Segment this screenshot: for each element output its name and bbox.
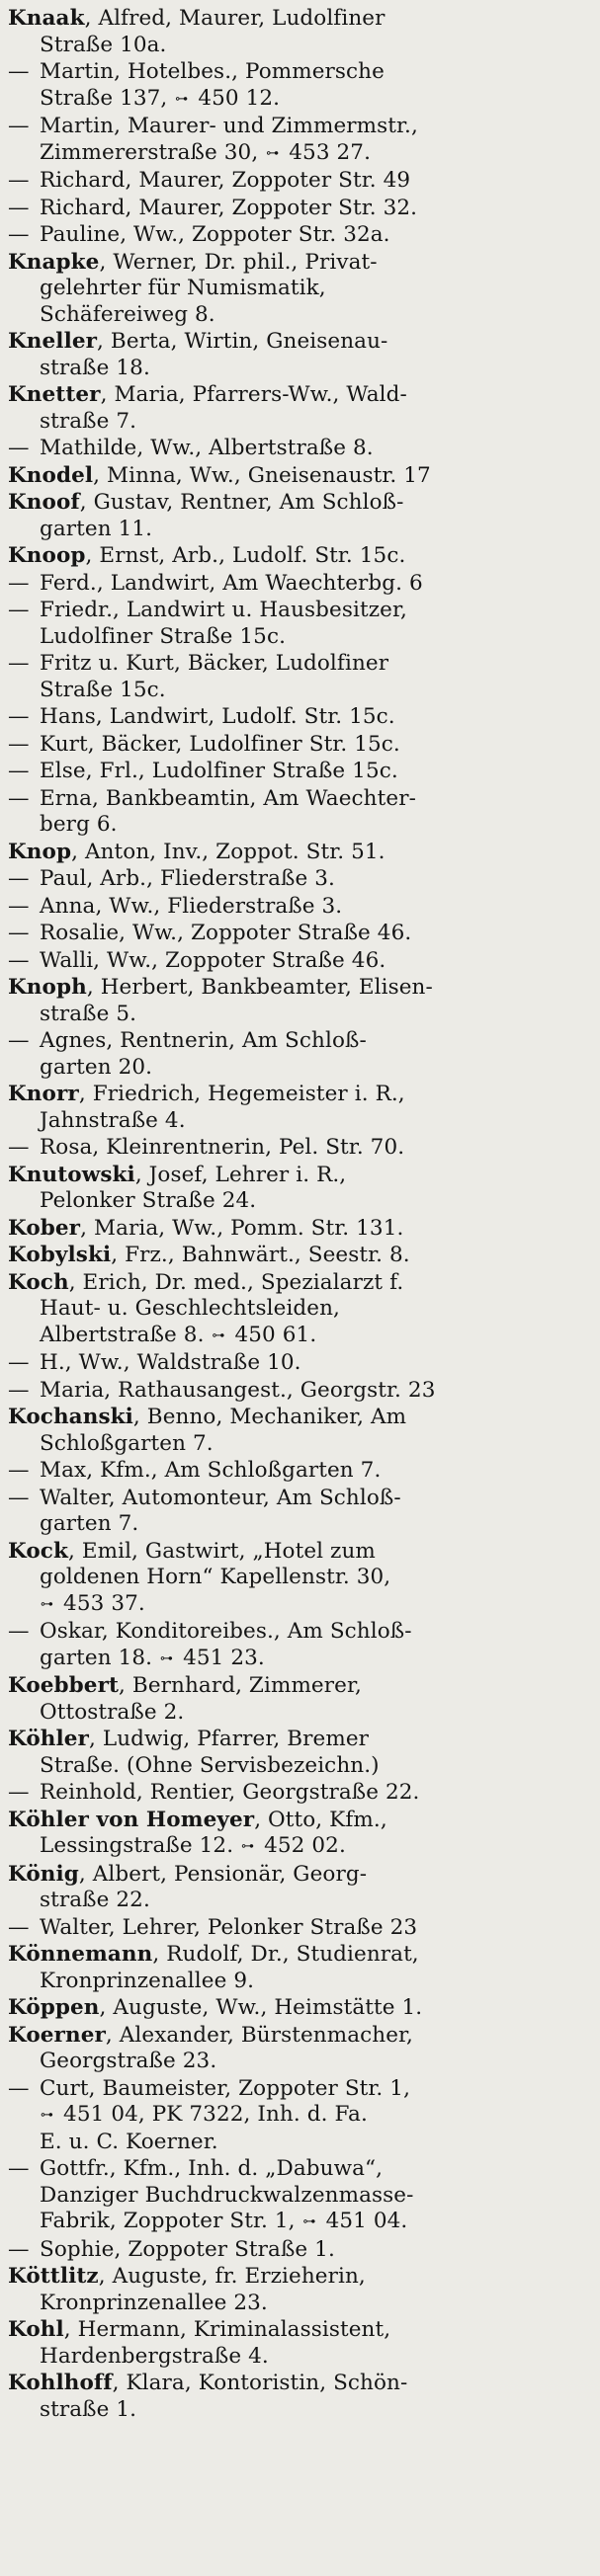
telephone-icon: ⊶	[41, 2108, 54, 2123]
directory-entry	[8, 168, 588, 195]
entry-first-line: Knoop, Ernst, Arb., Ludolf. Str. 15c.	[8, 543, 406, 568]
directory-entry	[8, 2023, 588, 2075]
ditto-dash: —	[8, 195, 30, 220]
ditto-dash: —	[8, 1458, 30, 1483]
entry-first-line: — Rosa, Kleinrentnerin, Pel. Str. 70.	[8, 1135, 405, 1160]
entry-continuation-line: straße 7.	[40, 408, 137, 434]
telephone-icon: ⊶	[266, 145, 280, 161]
entry-first-line: — Curt, Baumeister, Zoppoter Str. 1,	[8, 2075, 411, 2101]
entry-continuation-line: Hardenbergstraße 4.	[40, 2343, 269, 2369]
ditto-dash: —	[8, 1780, 30, 1805]
telephone-icon: ⊶	[212, 1328, 225, 1343]
ditto-dash: —	[8, 866, 30, 891]
entry-continuation-line: Albertstraße 8. ⊶ 450 61.	[8, 1323, 588, 1350]
directory-entry	[8, 1780, 588, 1807]
entry-continuation-line: ⊶ 451 04, PK 7322, Inh. d. Fa.	[8, 2102, 588, 2130]
entry-continuation-line: Danziger Buchdruckwalzenmasse-	[40, 2182, 414, 2208]
ditto-dash: —	[8, 222, 30, 247]
entry-first-line: — Anna, Ww., Fliederstraße 3.	[8, 893, 343, 919]
entry-first-line: Knetter, Maria, Pfarrers-Ww., Wald-	[8, 382, 407, 407]
directory-entry	[8, 59, 588, 113]
entry-first-line: Knoph, Herbert, Bankbeamter, Elisen-	[8, 975, 433, 1000]
entry-continuation-line: Straße. (Ohne Servisbezeichn.)	[40, 1752, 380, 1778]
surname: Köhler von Homeyer	[8, 1807, 255, 1832]
surname: Knaak	[8, 6, 85, 31]
directory-entry	[8, 866, 588, 893]
entry-first-line: — Sophie, Zoppoter Straße 1.	[8, 2236, 335, 2262]
surname: König	[8, 1861, 79, 1887]
directory-entry	[8, 1539, 588, 1619]
entry-continuation-line: Straße 137, ⊶ 450 12.	[8, 86, 588, 114]
directory-entry	[8, 2317, 588, 2370]
entry-first-line: — Richard, Maurer, Zoppoter Str. 32.	[8, 195, 418, 220]
ditto-dash: —	[8, 1135, 30, 1160]
surname: Knetter	[8, 382, 101, 407]
surname: Könnemann	[8, 1942, 153, 1967]
ditto-dash: —	[8, 731, 30, 757]
surname: Köttlitz	[8, 2264, 99, 2289]
entry-continuation-line: ⊶ 453 37.	[8, 1591, 588, 1619]
entry-continuation-line: straße 22.	[40, 1888, 150, 1912]
directory-entry	[8, 704, 588, 731]
ditto-dash: —	[8, 570, 30, 596]
directory-entry	[8, 975, 588, 1027]
ditto-dash: —	[8, 785, 30, 811]
directory-entry	[8, 786, 588, 839]
entry-continuation-line: straße 18.	[40, 355, 150, 380]
entry-first-line: — Friedr., Landwirt u. Hausbesitzer,	[8, 598, 407, 622]
directory-entry	[8, 1915, 588, 1942]
entry-first-line: Koch, Erich, Dr. med., Spezialarzt f.	[8, 1269, 404, 1295]
entry-continuation-line: garten 20.	[40, 1054, 153, 1080]
entry-first-line: — Ferd., Landwirt, Am Waechterbg. 6	[8, 570, 423, 596]
entry-first-line: Kohl, Hermann, Kriminalassistent,	[8, 2317, 391, 2342]
telephone-icon: ⊶	[175, 91, 189, 107]
directory-entry	[8, 1378, 588, 1405]
entry-continuation-line: garten 11.	[40, 516, 153, 541]
entry-continuation-line: Fabrik, Zoppoter Str. 1, ⊶ 451 04.	[8, 2209, 588, 2236]
entry-first-line: — Hans, Landwirt, Ludolf. Str. 15c.	[8, 704, 395, 729]
directory-entry	[8, 1995, 588, 2022]
entry-first-line: Koebbert, Bernhard, Zimmerer,	[8, 1673, 362, 1698]
entry-continuation-line: Zimmererstraße 30, ⊶ 453 27.	[8, 140, 588, 168]
directory-entry	[8, 1270, 588, 1350]
entry-first-line: — Max, Kfm., Am Schloßgarten 7.	[8, 1458, 382, 1483]
surname: Koebbert	[8, 1673, 120, 1698]
ditto-dash: —	[8, 1350, 30, 1375]
directory-entry	[8, 1486, 588, 1538]
entry-list	[8, 6, 588, 2423]
ditto-dash: —	[8, 436, 30, 460]
entry-first-line: Knapke, Werner, Dr. phil., Privat-	[8, 249, 378, 275]
directory-entry	[8, 598, 588, 650]
directory-entry	[8, 1082, 588, 1134]
entry-first-line: — Oskar, Konditoreibes., Am Schloß-	[8, 1619, 412, 1644]
entry-continuation-line: Lessingstraße 12. ⊶ 452 02.	[8, 1833, 588, 1861]
ditto-dash: —	[8, 1028, 30, 1053]
directory-entry	[8, 840, 588, 866]
ditto-dash: —	[8, 1377, 30, 1403]
entry-first-line: Koerner, Alexander, Bürstenmacher,	[8, 2022, 413, 2048]
entry-continuation-line: Straße 10a.	[40, 32, 167, 57]
surname: Kock	[8, 1538, 68, 1564]
entry-first-line: Köttlitz, Auguste, fr. Erzieherin,	[8, 2264, 366, 2289]
ditto-dash: —	[8, 759, 30, 783]
directory-entry	[8, 329, 588, 381]
entry-first-line: Knoof, Gustav, Rentner, Am Schloß-	[8, 490, 404, 515]
entry-first-line: Kober, Maria, Ww., Pomm. Str. 131.	[8, 1215, 404, 1241]
ditto-dash: —	[8, 168, 30, 193]
directory-entry	[8, 2237, 588, 2264]
directory-entry	[8, 222, 588, 249]
entry-first-line: — Paul, Arb., Fliederstraße 3.	[8, 866, 335, 891]
entry-continuation-line: Schäfereiweg 8.	[40, 301, 215, 327]
entry-continuation-line: straße 1.	[40, 2396, 137, 2422]
entry-first-line: König, Albert, Pensionär, Georg-	[8, 1861, 368, 1887]
surname: Knorr	[8, 1082, 79, 1106]
entry-first-line: Köhler, Ludwig, Pfarrer, Bremer	[8, 1727, 370, 1751]
entry-first-line: — Erna, Bankbeamtin, Am Waechter-	[8, 785, 416, 811]
directory-entry	[8, 894, 588, 921]
directory-entry	[8, 1405, 588, 1457]
entry-continuation-line: berg 6.	[40, 812, 118, 837]
entry-first-line: — Kurt, Bäcker, Ludolfiner Str. 15c.	[8, 731, 400, 757]
directory-entry	[8, 1216, 588, 1243]
telephone-icon: ⊶	[41, 1596, 54, 1612]
entry-continuation-line: garten 18. ⊶ 451 23.	[8, 1646, 588, 1673]
entry-first-line: — Maria, Rathausangest., Georgstr. 23	[8, 1377, 436, 1403]
directory-entry	[8, 382, 588, 435]
entry-first-line: — Walter, Lehrer, Pelonker Straße 23	[8, 1914, 418, 1940]
telephone-icon: ⊶	[160, 1650, 174, 1666]
directory-entry	[8, 948, 588, 975]
directory-entry	[8, 250, 588, 329]
ditto-dash: —	[8, 598, 30, 622]
directory-entry	[8, 490, 588, 542]
ditto-dash: —	[8, 2075, 30, 2101]
entry-first-line: — Agnes, Rentnerin, Am Schloß-	[8, 1028, 367, 1053]
entry-first-line: Knop, Anton, Inv., Zoppot. Str. 51.	[8, 839, 386, 864]
entry-first-line: — Reinhold, Rentier, Georgstraße 22.	[8, 1780, 420, 1805]
ditto-dash: —	[8, 1914, 30, 1940]
directory-entry	[8, 2264, 588, 2316]
entry-continuation-line: straße 5.	[40, 1001, 137, 1026]
surname: Kochanski	[8, 1405, 133, 1429]
directory-entry	[8, 732, 588, 759]
entry-first-line: — Rosalie, Ww., Zoppoter Straße 46.	[8, 921, 412, 945]
entry-first-line: — Walter, Automonteur, Am Schloß-	[8, 1485, 401, 1510]
entry-continuation-line: Haut- u. Geschlechtsleiden,	[40, 1296, 340, 1321]
entry-first-line: Knaak, Alfred, Maurer, Ludolfiner	[8, 6, 386, 31]
entry-continuation-line: Kronprinzenallee 9.	[40, 1968, 255, 1993]
ditto-dash: —	[8, 2156, 30, 2181]
directory-entry	[8, 1727, 588, 1779]
surname: Köhler	[8, 1727, 89, 1751]
directory-entry	[8, 1163, 588, 1215]
entry-first-line: Kock, Emil, Gastwirt, „Hotel zum	[8, 1538, 376, 1564]
directory-entry	[8, 759, 588, 785]
entry-continuation-line: Georgstraße 23.	[40, 2049, 217, 2073]
ditto-dash: —	[8, 59, 30, 84]
surname: Kneller	[8, 329, 98, 354]
surname: Knoop	[8, 543, 86, 568]
surname: Knapke	[8, 249, 100, 275]
directory-entry	[8, 1028, 588, 1081]
telephone-icon: ⊶	[302, 2214, 316, 2229]
entry-continuation-line: Straße 15c.	[40, 677, 166, 702]
ditto-dash: —	[8, 1619, 30, 1644]
directory-entry	[8, 1862, 588, 1914]
telephone-icon: ⊶	[241, 1839, 255, 1854]
entry-continuation-line: garten 7.	[40, 1511, 139, 1536]
ditto-dash: —	[8, 893, 30, 919]
entry-first-line: — Walli, Ww., Zoppoter Straße 46.	[8, 947, 386, 973]
entry-first-line: Könnemann, Rudolf, Dr., Studienrat,	[8, 1942, 419, 1967]
surname: Köppen	[8, 1995, 100, 2020]
entry-first-line: Kneller, Berta, Wirtin, Gneisenau-	[8, 329, 388, 354]
directory-entry	[8, 651, 588, 703]
surname: Knutowski	[8, 1162, 135, 1187]
ditto-dash: —	[8, 2236, 30, 2262]
surname: Knoof	[8, 490, 80, 515]
entry-continuation-line: Kronprinzenallee 23.	[40, 2290, 268, 2315]
entry-continuation-line: Pelonker Straße 24.	[40, 1188, 257, 1213]
surname: Kohl	[8, 2317, 64, 2342]
entry-first-line: Kobylski, Frz., Bahnwärt., Seestr. 8.	[8, 1243, 410, 1267]
surname: Koch	[8, 1269, 69, 1295]
surname: Knoph	[8, 975, 87, 1000]
entry-continuation-line: gelehrter für Numismatik,	[40, 276, 326, 300]
directory-entry	[8, 1243, 588, 1269]
directory-entry	[8, 2156, 588, 2236]
entry-first-line: — Fritz u. Kurt, Bäcker, Ludolfiner	[8, 651, 389, 676]
ditto-dash: —	[8, 947, 30, 973]
directory-entry	[8, 2076, 588, 2156]
entry-continuation-line: Ottostraße 2.	[40, 1699, 185, 1725]
surname: Kobylski	[8, 1243, 112, 1267]
ditto-dash: —	[8, 921, 30, 945]
entry-first-line: — Richard, Maurer, Zoppoter Str. 49	[8, 168, 411, 193]
surname: Knodel	[8, 462, 94, 488]
directory-entry	[8, 196, 588, 222]
entry-first-line: — Else, Frl., Ludolfiner Straße 15c.	[8, 759, 398, 783]
entry-continuation-line: Ludolfiner Straße 15c.	[40, 623, 287, 649]
directory-entry	[8, 463, 588, 490]
directory-entry	[8, 1135, 588, 1162]
entry-first-line: — H., Ww., Waldstraße 10.	[8, 1350, 301, 1375]
directory-entry	[8, 571, 588, 598]
directory-entry	[8, 1942, 588, 1994]
surname: Koerner	[8, 2022, 106, 2048]
entry-first-line: — Martin, Hotelbes., Pommersche	[8, 59, 385, 84]
ditto-dash: —	[8, 1485, 30, 1510]
entry-continuation-line: Jahnstraße 4.	[40, 1107, 186, 1133]
surname: Kohlhoff	[8, 2371, 113, 2395]
directory-entry	[8, 2371, 588, 2423]
ditto-dash: —	[8, 651, 30, 676]
entry-continuation-line: Schloßgarten 7.	[40, 1430, 214, 1456]
entry-first-line: Knorr, Friedrich, Hegemeister i. R.,	[8, 1082, 405, 1106]
entry-continuation-line: E. u. C. Koerner.	[40, 2129, 218, 2154]
entry-first-line: Kochanski, Benno, Mechaniker, Am	[8, 1405, 407, 1429]
entry-first-line: Kohlhoff, Klara, Kontoristin, Schön-	[8, 2371, 408, 2395]
entry-first-line: Köhler von Homeyer, Otto, Kfm.,	[8, 1807, 387, 1832]
ditto-dash: —	[8, 704, 30, 729]
surname: Knop	[8, 839, 72, 864]
ditto-dash: —	[8, 114, 30, 138]
directory-entry	[8, 1808, 588, 1861]
entry-continuation-line: goldenen Horn“ Kapellenstr. 30,	[40, 1565, 391, 1589]
entry-first-line: Knodel, Minna, Ww., Gneisenaustr. 17	[8, 462, 431, 488]
directory-entry	[8, 436, 588, 462]
directory-entry	[8, 1458, 588, 1485]
entry-first-line: Knutowski, Josef, Lehrer i. R.,	[8, 1162, 347, 1187]
directory-entry	[8, 6, 588, 58]
entry-first-line: — Martin, Maurer- und Zimmermstr.,	[8, 114, 418, 138]
entry-first-line: — Mathilde, Ww., Albertstraße 8.	[8, 436, 374, 460]
entry-first-line: — Gottfr., Kfm., Inh. d. „Dabuwa“,	[8, 2156, 384, 2181]
directory-entry	[8, 1619, 588, 1672]
surname: Kober	[8, 1215, 81, 1241]
directory-entry	[8, 921, 588, 947]
directory-entry	[8, 114, 588, 167]
directory-entry	[8, 1350, 588, 1377]
directory-entry	[8, 543, 588, 570]
entry-first-line: Köppen, Auguste, Ww., Heimstätte 1.	[8, 1995, 423, 2020]
entry-first-line: — Pauline, Ww., Zoppoter Str. 32a.	[8, 222, 390, 247]
directory-entry	[8, 1673, 588, 1726]
